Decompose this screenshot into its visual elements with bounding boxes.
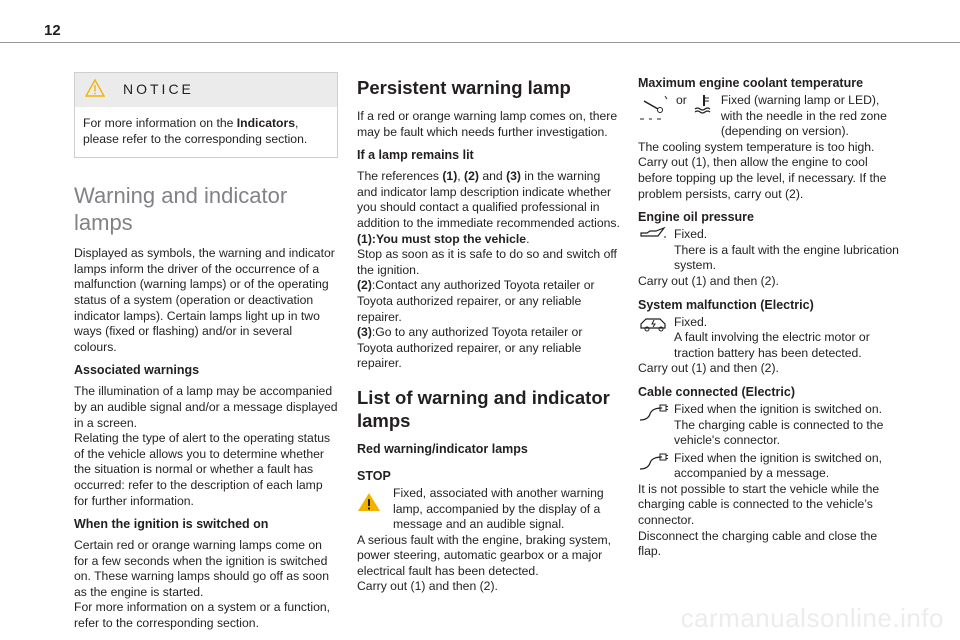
charging-cable-icon <box>638 451 672 471</box>
oil-entry <box>638 227 902 274</box>
oil-can-icon <box>638 227 672 247</box>
associated-warnings-heading: Associated warnings <box>74 363 200 378</box>
system-malfunction-heading: System malfunction (Electric) <box>638 297 814 312</box>
column-right <box>638 76 902 566</box>
oil-heading: Engine oil pressure <box>638 210 755 225</box>
stop-fixed-text: Fixed, associated with another warning lamp, accompanied by the display of a message and an audible signal. <box>393 485 604 532</box>
system-malfunction-entry <box>638 315 902 362</box>
action-2: (2):Contact any authorized Toyota retailer or Toyota authorized repairer, or any reliable repairer. <box>357 278 595 324</box>
stop-entry <box>357 486 621 533</box>
intro-paragraph: Displayed as symbols, the warning and indicator lamps inform the driver of the occurrence of a malfunction (warning lamps) or of the operating status of a system (operation or deactivation indicator lamps). Certain lamps light up in two ways (fixed or flashing) and/or in several colours. <box>74 246 335 354</box>
action-3: (3):Go to any authorized Toyota retailer or Toyota authorized repairer, or any reliable repairer. <box>357 325 583 371</box>
cable-paragraph-4: Disconnect the charging cable and close the flap. <box>638 528 878 559</box>
persistent-title: Persistent warning lamp <box>357 77 571 98</box>
oil-fixed: Fixed. <box>674 227 708 242</box>
associated-paragraph-2: Relating the type of alert to the operating status of the vehicle allows you to determine whether the situation is normal or whether a fault has occurred: refer to the description of each lamp for further information. <box>74 431 331 508</box>
cable-heading: Cable connected (Electric) <box>638 384 795 399</box>
list-title: List of warning and indicator lamps <box>357 386 610 431</box>
lamp-remains-lit-heading: If a lamp remains lit <box>357 148 474 163</box>
stop-paragraph-2: A serious fault with the engine, braking system, power steering, automatic gearbox or a major electrical fault has been detected. <box>357 532 612 578</box>
coolant-entry <box>638 93 902 140</box>
cable-text-2: Fixed when the ignition is switched on, accompanied by a message. <box>674 450 882 481</box>
coolant-temperature-icon <box>693 93 719 113</box>
section-title: Warning and indicator lamps <box>74 183 288 236</box>
cable-entry-2 <box>638 451 902 482</box>
action-1: (1):You must stop the vehicle. Stop as soon as it is safe to do so and switch off the ignition. <box>357 231 617 277</box>
cable-entry-1 <box>638 402 902 449</box>
coolant-heading: Maximum engine coolant temperature <box>638 76 864 90</box>
references-paragraph: The references (1), (2) and (3) in the warning and indicator lamp description indicate whether you should contact a qualified professional in addition to the immediate recommended actions. <box>357 169 620 230</box>
cable-text-1: Fixed when the ignition is switched on. The charging cable is connected to the vehicle's connector. <box>674 401 884 448</box>
red-lamps-heading: Red warning/indicator lamps <box>357 441 528 456</box>
thermometer-icon <box>638 93 672 113</box>
sysmal-text: A fault involving the electric motor or traction battery has been detected. <box>674 330 870 360</box>
notice-box <box>74 72 338 158</box>
ignition-paragraph: Certain red or orange warning lamps come on for a few seconds when the ignition is switched on. These warning lamps should go off as soon as the engine is started. <box>74 538 329 599</box>
warning-triangle-icon <box>85 79 105 102</box>
stop-warning-icon <box>357 486 391 512</box>
watermark: carmanualsonline.info <box>680 603 944 633</box>
sysmal-paragraph-2: Carry out (1) and then (2). <box>638 361 779 376</box>
persistent-paragraph: If a red or orange warning lamp comes on, there may be fault which needs further investigation. <box>357 109 618 139</box>
column-left <box>74 72 338 638</box>
column-middle <box>357 76 621 601</box>
charging-cable-icon <box>638 402 672 422</box>
header-rule <box>0 42 960 43</box>
cable-paragraph-3: It is not possible to start the vehicle while the charging cable is connected to the vehicle’s connector. <box>638 481 880 528</box>
stop-heading: STOP <box>357 468 391 483</box>
coolant-paragraph-3: Carry out (1), then allow the engine to cool before topping up the level, if necessary. If the problem persists, carry out (2). <box>638 155 887 201</box>
oil-text: There is a fault with the engine lubrication system. <box>674 242 899 273</box>
coolant-or: or <box>676 93 687 107</box>
notice-header <box>75 73 337 107</box>
coolant-paragraph-2: The cooling system temperature is too high. <box>638 139 875 154</box>
car-fault-icon <box>638 315 672 335</box>
ignition-heading: When the ignition is switched on <box>74 517 269 532</box>
associated-paragraph: The illumination of a lamp may be accompanied by an audible signal and/or a message displayed in a screen. <box>74 384 338 430</box>
page-number: 12 <box>44 22 61 39</box>
stop-paragraph-3: Carry out (1) and then (2). <box>357 579 498 594</box>
sysmal-fixed: Fixed. <box>674 314 708 329</box>
ignition-paragraph-2: For more information on a system or a function, refer to the corresponding section. <box>74 600 331 631</box>
notice-text: For more information on the Indicators, please refer to the corresponding section. <box>83 116 308 146</box>
notice-title: NOTICE <box>123 81 194 98</box>
coolant-fixed-text: Fixed (warning lamp or LED), with the needle in the red zone (depending on version). <box>720 93 887 139</box>
oil-paragraph-2: Carry out (1) and then (2). <box>638 273 779 288</box>
